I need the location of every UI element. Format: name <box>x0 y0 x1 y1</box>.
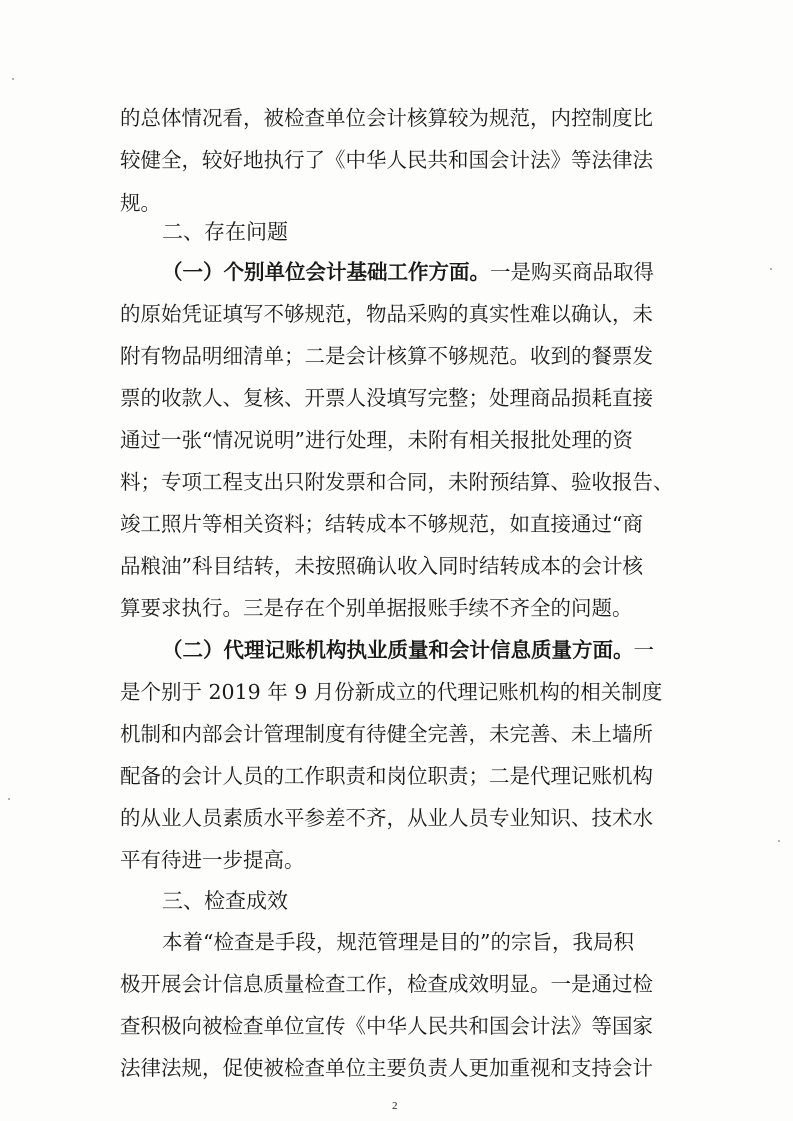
paragraph-line: 附有物品明细清单；二是会计核算不够规范。收到的餐票发 <box>120 344 653 368</box>
paragraph-line: 的从业人员素质水平参差不齐，从业人员专业知识、技术水 <box>120 806 653 830</box>
section-heading-results: 三、检查成效 <box>162 889 288 913</box>
paragraph-line: 配备的会计人员的工作职责和岗位职责；二是代理记账机构 <box>120 764 653 788</box>
subsection-heading-2: （二）代理记账机构执业质量和会计信息质量方面。 <box>162 638 634 662</box>
paragraph-line <box>162 262 682 283</box>
paragraph-text: 一 <box>633 638 654 662</box>
paragraph-line: 法律法规，促使被检查单位主要负责人更加重视和支持会计 <box>120 1056 653 1080</box>
paragraph-line: 是个别于 2019 年 9 月份新成立的代理记账机构的相关制度 <box>120 680 663 704</box>
paragraph-line: 的原始凭证填写不够规范，物品采购的真实性难以确认，未 <box>120 302 653 326</box>
paragraph-line: 极开展会计信息质量检查工作，检查成效明显。一是通过检 <box>120 972 653 996</box>
page-number: 2 <box>392 1100 398 1112</box>
scan-speck <box>778 840 780 842</box>
section-heading-issues: 二、存在问题 <box>162 220 288 244</box>
paragraph-line: 规。 <box>120 191 161 215</box>
paragraph-text: 一是购买商品取得 <box>490 260 654 284</box>
paragraph-line: 品粮油”科目结转，未按照确认收入同时结转成本的会计核 <box>120 554 643 578</box>
scan-speck <box>8 798 10 800</box>
paragraph-line: 本着“检查是手段，规范管理是目的”的宗旨，我局积 <box>162 930 634 954</box>
paragraph-line: 机制和内部会计管理制度有待健全完善，未完善、未上墙所 <box>120 722 653 746</box>
paragraph-line: 的总体情况看，被检查单位会计核算较为规范，内控制度比 <box>120 106 653 130</box>
subsection-heading-1: （一）个别单位会计基础工作方面。 <box>162 260 490 284</box>
paragraph-line <box>162 640 682 661</box>
scan-speck <box>770 268 772 270</box>
paragraph-line: 较健全，较好地执行了《中华人民共和国会计法》等法律法 <box>120 148 653 172</box>
paragraph-line: 算要求执行。三是存在个别单据报账手续不齐全的问题。 <box>120 596 633 620</box>
paragraph-line: 票的收款人、复核、开票人没填写完整；处理商品损耗直接 <box>120 386 653 410</box>
scan-speck <box>12 78 14 80</box>
paragraph-line: 平有待进一步提高。 <box>120 848 305 872</box>
paragraph-line: 通过一张“情况说明”进行处理，未附有相关报批处理的资 <box>120 428 633 452</box>
paragraph-line: 竣工照片等相关资料；结转成本不够规范，如直接通过“商 <box>120 512 643 536</box>
paragraph-line: 查积极向被检查单位宣传《中华人民共和国会计法》等国家 <box>120 1014 653 1038</box>
paragraph-line: 料；专项工程支出只附发票和合同，未附预结算、验收报告、 <box>120 470 674 494</box>
